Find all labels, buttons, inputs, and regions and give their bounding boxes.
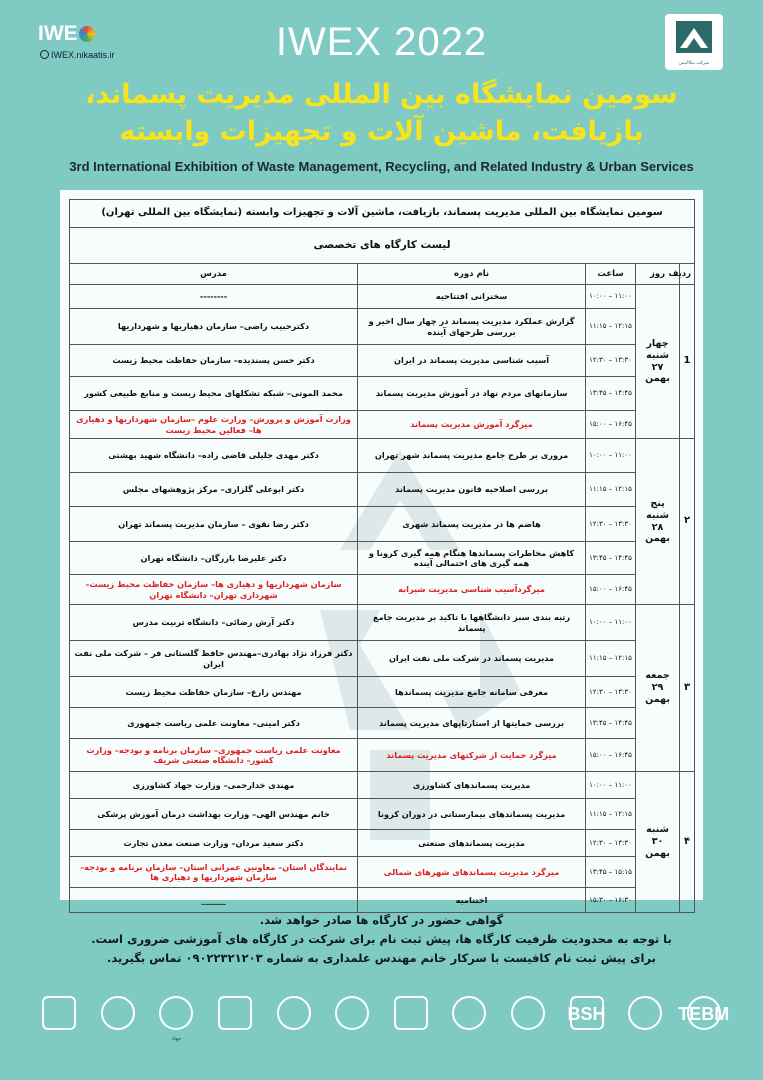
seal-logo-icon [218,996,252,1030]
jahad-logo [147,992,206,1052]
table-row [70,857,695,888]
col-time: ساعت [586,264,636,285]
flower-logo-icon [628,996,662,1030]
lecturer-cell: معاونت علمی ریاست جمهوری– سازمان برنامه و بودجه– وزارت کشور– دانشگاه صنعتی شریف [70,739,358,772]
time-cell: ۱۰:۰۰ – ۱۱:۰۰ [586,439,636,473]
table-list-title: لیست کارگاه های تخصصی [70,228,695,264]
organizer-logo-icon [675,20,713,54]
lecturer-cell: مهندی خدارحمی– وزارت جهاد کشاورزی [70,772,358,799]
lecturer-cell: دکتر حسن پسندیده– سازمان حفاظت محیط زیست [70,345,358,377]
course-cell: آسیب شناسی مدیریت پسماند در ایران [358,345,586,377]
bsh-logo-text: BSH [567,1004,606,1024]
circle-emblem-logo [440,992,499,1052]
course-cell: سازمانهای مردم نهاد در آموزش مدیریت پسماند [358,377,586,411]
table-row [70,575,695,605]
time-cell: ۱۵:۳۰ – ۱۶:۳۰ [586,888,636,913]
note-3: برای پیش ثبت نام کافیست با سرکار خانم مهندس علمداری به شماره ۰۹۰۲۲۳۲۱۲۰۳ تماس بگیرید. [107,951,656,965]
table-row [70,799,695,830]
title-en: IWEX 2022 [275,20,488,64]
iwe-logo: IWE [38,22,95,46]
time-cell: ۱۵:۰۰ – ۱۶:۴۵ [586,411,636,439]
tebm-logo-text: TEBM [678,1004,730,1024]
table-header-row [70,264,695,285]
iwe-url[interactable]: IWEX.nikaatis.ir [40,50,115,60]
col-lecturer: مدرس [70,264,358,285]
course-cell: بررسی حمایتها از استارتاپهای مدیریت پسماند [358,708,586,739]
time-cell: ۱۰:۰۰ – ۱۱:۰۰ [586,285,636,309]
workshop-table [69,199,695,913]
table-banner: سومین نمایشگاه بین المللی مدیریت پسماند، بازیافت، ماشین آلات و تجهیزات وابسته (نمایشگاه بین المللی تهران) [70,200,695,228]
course-cell: مدیریت پسماندهای کشاورزی [358,772,586,799]
time-cell: ۱۳:۴۵ – ۱۵:۱۵ [586,857,636,888]
table-row [70,888,695,913]
row-number: ۳ [680,605,695,772]
col-day: روز [636,264,680,285]
notes [60,911,703,968]
lecturer-cell: دکتر آرش رضائی– دانشگاه تربیت مدرس [70,605,358,641]
wheel-logo [264,992,323,1052]
organizer-logo [665,14,723,70]
course-cell: معرفی سامانه جامع مدیریت پسماندها [358,677,586,708]
time-cell: ۱۱:۱۵ – ۱۲:۱۵ [586,309,636,345]
table-row [70,542,695,575]
table-row [70,708,695,739]
course-cell: میزگرد آموزش مدیریت پسماند [358,411,586,439]
time-cell: ۱۱:۱۵ – ۱۲:۱۵ [586,799,636,830]
course-cell: میزگرد حمایت از شرکتهای مدیریت پسماند [358,739,586,772]
jahad-logo-caption: جهاد [171,1036,182,1042]
lecturer-cell: ______ [70,888,358,913]
course-cell: میزگردآسیب شناسی مدیریت شیرابه [358,575,586,605]
table-row [70,739,695,772]
day-cell: جمعه ۲۹ بهمن [636,605,680,772]
course-cell: گزارش عملکرد مدیریت پسماند در چهار سال اخیر و بررسی طرحهای آینده [358,309,586,345]
course-cell: هاضم ها در مدیریت پسماند شهری [358,507,586,542]
time-cell: ۱۳:۴۵ – ۱۴:۴۵ [586,542,636,575]
col-row: ردیف [680,264,695,285]
table-row [70,345,695,377]
table-row [70,605,695,641]
sponsor-logos [30,992,733,1062]
lecturer-cell: خانم مهندس الهی– وزارت بهداشت درمان آموزش پزشکی [70,799,358,830]
time-cell: ۱۲:۳۰ – ۱۳:۳۰ [586,507,636,542]
table-row [70,830,695,857]
lecturer-cell: سازمان شهرداریها و دهیاری ها– سازمان حفاظت محیط زیست– شهرداری تهران– دانشگاه تهران [70,575,358,605]
factory-logo-icon [394,996,428,1030]
course-cell: مدیریت پسماندهای صنعتی [358,830,586,857]
lecturer-cell: دکتر علیرضا بازرگان– دانشگاه تهران [70,542,358,575]
time-cell: ۱۳:۴۵ – ۱۴:۴۵ [586,377,636,411]
lecturer-cell: محمد الموتی– شبکه تشکلهای محیط زیست و منابع طبیعی کشور [70,377,358,411]
header [0,0,763,185]
iran-emblem-1 [30,992,89,1052]
course-cell: مدیریت پسماندهای بیمارستانی در دوران کرونا [358,799,586,830]
course-cell: بررسی اصلاحیه قانون مدیریت پسماند [358,473,586,507]
course-cell: مروری بر طرح جامع مدیریت پسماند شهر تهران [358,439,586,473]
day-cell: پنج شنبه ۲۸ بهمن [636,439,680,605]
lecturer-cell: دکتر مهدی جلیلی قاضی زاده– دانشگاه شهید بهشتی [70,439,358,473]
lecturer-cell: -------- [70,285,358,309]
time-cell: ۱۳:۴۵ – ۱۴:۴۵ [586,708,636,739]
lecturer-cell: دکتر فرزاد نژاد بهادری–مهندس حافظ گلستانی فر – شرکت ملی نفت ایران [70,641,358,677]
seal-logo [206,992,265,1052]
circle-emblem-logo-icon [452,996,486,1030]
lecturer-cell: دکتر سعید مردان– وزارت صنعت معدن تجارت [70,830,358,857]
course-cell: کاهش مخاطرات پسماندها هنگام همه گیری کرونا و همه گیری های احتمالی آینده [358,542,586,575]
table-row [70,507,695,542]
time-cell: ۱۵:۰۰ – ۱۶:۴۵ [586,739,636,772]
time-cell: ۱۵:۰۰ – ۱۶:۴۵ [586,575,636,605]
rosette-logo [323,992,382,1052]
course-cell: رتبه بندی سبز دانشگاهها با تاکید بر مدیریت جامع پسماند [358,605,586,641]
course-cell: اختتامیه [358,888,586,913]
lecturer-cell: دکتر امینی– معاونت علمی ریاست جمهوری [70,708,358,739]
time-cell: ۱۱:۱۵ – ۱۲:۱۵ [586,641,636,677]
rosette-logo-icon [335,996,369,1030]
table-row [70,377,695,411]
table-row [70,411,695,439]
factory-logo [382,992,441,1052]
dots-logo [499,992,558,1052]
time-cell: ۱۰:۰۰ – ۱۱:۰۰ [586,605,636,641]
col-course: نام دوره [358,264,586,285]
lecturer-cell: دکتر رضا نقوی – سازمان مدیریت پسماند تهران [70,507,358,542]
time-cell: ۱۲:۳۰ – ۱۳:۳۰ [586,677,636,708]
table-row [70,473,695,507]
course-cell: سخنرانی افتتاحیه [358,285,586,309]
table-row [70,641,695,677]
time-cell: ۱۲:۳۰ – ۱۳:۳۰ [586,830,636,857]
row-number: 1 [680,285,695,439]
course-cell: مدیریت پسماند در شرکت ملی نفت ایران [358,641,586,677]
day-cell: چهار شنبه ۲۷ بهمن [636,285,680,439]
title-fa: سومین نمایشگاه بین المللی مدیریت پسماند، بازیافت، ماشین آلات و تجهیزات وابسته [85,79,678,147]
note-2: با توجه به محدودیت ظرفیت کارگاه ها، پیش ثبت نام برای شرکت در کارگاه های آموزشی ضروری است. [91,932,672,946]
time-cell: ۱۰:۰۰ – ۱۱:۰۰ [586,772,636,799]
lecturer-cell: نمایندگان استان– معاونین عمرانی استان– سازمان برنامه و بودجه– سازمان شهرداریها و دهیاری ها [70,857,358,888]
course-cell: میزگرد مدیریت پسماندهای شهرهای شمالی [358,857,586,888]
dots-logo-icon [511,996,545,1030]
table-row [70,285,695,309]
lecturer-cell: مهندس زارع– سازمان حفاظت محیط زیست [70,677,358,708]
note-1: گواهی حضور در کارگاه ها صادر خواهد شد. [259,913,504,927]
lecturer-cell: دکترحبیب راضی– سازمان دهیاریها و شهرداریها [70,309,358,345]
time-cell: ۱۲:۳۰ – ۱۳:۳۰ [586,345,636,377]
subtitle-en: 3rd International Exhibition of Waste Management, Recycling, and Related Industry & Urban Services [69,159,694,174]
table-row [70,309,695,345]
table-row [70,677,695,708]
row-number: ۴ [680,772,695,913]
jahad-logo-icon [159,996,193,1030]
iran-emblem-1-icon [42,996,76,1030]
lecturer-cell: دکتر ابوعلی گلزاری– مرکز پژوهشهای مجلس [70,473,358,507]
lecturer-cell: وزارت آموزش و پرورش– وزارت علوم –سازمان شهرداریها و دهیاری ها– فعالین محیط زیست [70,411,358,439]
wheel-logo-icon [277,996,311,1030]
time-cell: ۱۱:۱۵ – ۱۲:۱۵ [586,473,636,507]
table-row [70,439,695,473]
iran-emblem-2-icon [101,996,135,1030]
schedule-card [60,190,703,905]
bsh-logo [557,992,616,1052]
organizer-logo-text: شرکت نیکاآتیس [678,61,710,67]
tebm-logo [674,992,733,1052]
iran-emblem-2 [89,992,148,1052]
flower-logo [616,992,675,1052]
table-row [70,772,695,799]
row-number: ۲ [680,439,695,605]
day-cell: شنبه ۳۰ بهمن [636,772,680,913]
